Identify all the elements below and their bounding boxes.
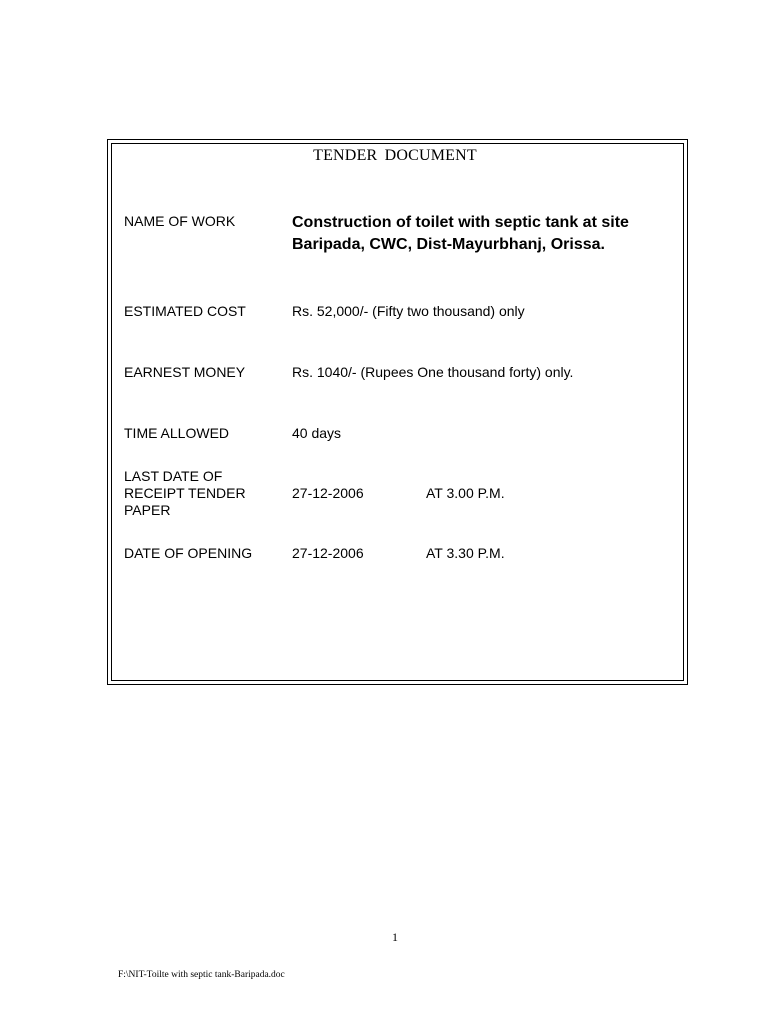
- name-of-work-line2: Baripada, CWC, Dist-Mayurbhanj, Orissa.: [292, 236, 605, 253]
- last-date-label-line3: PAPER: [124, 502, 171, 518]
- time-allowed-label: TIME ALLOWED: [124, 425, 230, 441]
- estimated-cost-value: Rs. 52,000/- (Fifty two thousand) only: [292, 303, 525, 319]
- earnest-money-value: Rs. 1040/- (Rupees One thousand forty) only.: [292, 364, 574, 380]
- last-date-label-line1: LAST DATE OF: [124, 468, 223, 484]
- earnest-money-label: EARNEST MONEY: [124, 364, 246, 380]
- name-of-work-value: [292, 212, 672, 256]
- file-path-footer: F:\NIT-Toilte with septic tank-Baripada.doc: [118, 970, 285, 980]
- time-allowed-value: 40 days: [292, 425, 342, 441]
- date-of-opening-label: DATE OF OPENING: [124, 545, 253, 561]
- estimated-cost-label: ESTIMATED COST: [124, 303, 246, 319]
- last-date-date: 27-12-2006: [292, 485, 364, 501]
- last-date-time: AT 3.00 P.M.: [426, 485, 505, 501]
- page-number: 1: [392, 930, 398, 944]
- last-date-label-line2: RECEIPT TENDER: [124, 485, 246, 501]
- date-of-opening-date: 27-12-2006: [292, 545, 364, 561]
- document-title: TENDER DOCUMENT: [313, 147, 477, 164]
- last-date-label: [124, 468, 246, 519]
- name-of-work-line1: Construction of toilet with septic tank at site: [292, 214, 629, 231]
- date-of-opening-time: AT 3.30 P.M.: [426, 545, 505, 561]
- name-of-work-label: NAME OF WORK: [124, 213, 236, 229]
